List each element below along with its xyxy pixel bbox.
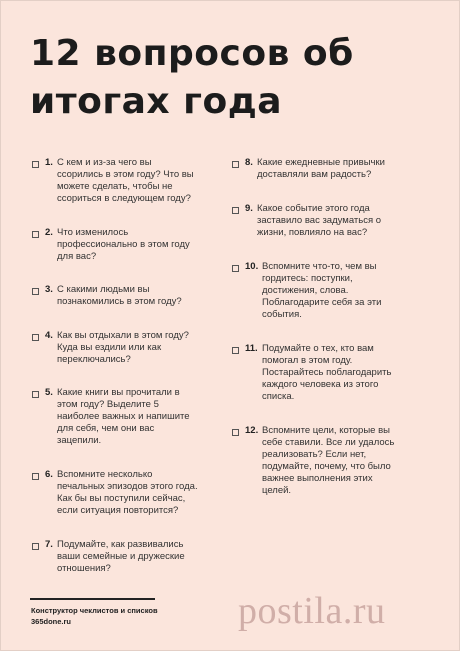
item-text: Какие книги вы прочитали в этом году? Выделите 5 наиболее важных и напишите для себя, чем они вас зацепили.: [57, 387, 190, 446]
checklist-item-9: [232, 203, 432, 239]
item-number: 8.: [245, 157, 253, 168]
item-number: 9.: [245, 203, 253, 214]
checkbox-1[interactable]: [32, 161, 39, 168]
item-text: Как вы отдыхали в этом году? Куда вы ездили или как переключались?: [57, 330, 189, 365]
checkbox-11[interactable]: [232, 347, 239, 354]
checkbox-3[interactable]: [32, 288, 39, 295]
item-number: 11.: [245, 343, 258, 354]
item-text: Какое событие этого года заставило вас задуматься о жизни, повлияло на вас?: [257, 203, 382, 238]
checkbox-5[interactable]: [32, 391, 39, 398]
checkbox-4[interactable]: [32, 334, 39, 341]
footer-caption: Конструктор чеклистов и списков: [31, 606, 158, 615]
item-number: 2.: [45, 227, 53, 238]
checklist-item-8: [232, 157, 432, 181]
checklist-item-7: [32, 539, 232, 575]
checkbox-10[interactable]: [232, 265, 239, 272]
item-text: С какими людьми вы познакомились в этом году?: [57, 284, 182, 307]
item-text: Вспомните несколько печальных эпизодов этого года. Как бы вы поступили сейчас, если ситуация повторится?: [57, 469, 198, 516]
watermark: postila.ru: [238, 590, 386, 632]
item-number: 3.: [45, 284, 53, 295]
checklist-item-4: [32, 330, 232, 366]
checklist-item-6: [32, 469, 232, 517]
item-number: 6.: [45, 469, 53, 480]
item-number: 1.: [45, 157, 53, 168]
checkbox-9[interactable]: [232, 207, 239, 214]
checklist-item-12: [232, 425, 432, 497]
item-text: Подумайте о тех, кто вам помогал в этом году. Постарайтесь поблагодарить каждого человека из этого списка.: [262, 343, 392, 402]
checklist-item-5: [32, 387, 232, 447]
checkbox-6[interactable]: [32, 473, 39, 480]
item-text: С кем и из-за чего вы ссорились в этом году? Что вы можете сделать, чтобы не ссориться в следующем году?: [57, 157, 194, 204]
item-text: Что изменилось профессионально в этом году для вас?: [57, 227, 190, 262]
checklist-item-11: [232, 343, 432, 403]
checkbox-8[interactable]: [232, 161, 239, 168]
checklist-item-10: [232, 261, 432, 321]
checkbox-2[interactable]: [32, 231, 39, 238]
checklist-right-column: [232, 157, 432, 497]
checklist-item-3: [32, 284, 232, 308]
checklist-left-column: [32, 157, 232, 575]
checklist-item-1: [32, 157, 232, 205]
checkbox-12[interactable]: [232, 429, 239, 436]
item-text: Какие ежедневные привычки доставляли вам радость?: [257, 157, 385, 180]
item-number: 4.: [45, 330, 53, 341]
footer-site-link[interactable]: 365done.ru: [31, 617, 72, 626]
page-title: 12 вопросов об итогах года: [30, 33, 354, 122]
item-text: Подумайте, как развивались ваши семейные и дружеские отношения?: [57, 539, 185, 574]
checklist-item-2: [32, 227, 232, 263]
item-number: 12.: [245, 425, 259, 436]
item-text: Вспомните что-то, чем вы гордитесь: поступки, достижения, слова. Поблагодарите себя за эти события.: [262, 261, 382, 320]
item-number: 7.: [45, 539, 53, 550]
footer-divider: [30, 598, 155, 600]
item-number: 10.: [245, 261, 259, 272]
item-number: 5.: [45, 387, 53, 398]
item-text: Вспомните цели, которые вы себе ставили. Все ли удалось реализовать? Если нет, подумайте, почему, что было важнее выполнения этих целей.: [262, 425, 395, 496]
checkbox-7[interactable]: [32, 543, 39, 550]
footer: [31, 605, 158, 627]
